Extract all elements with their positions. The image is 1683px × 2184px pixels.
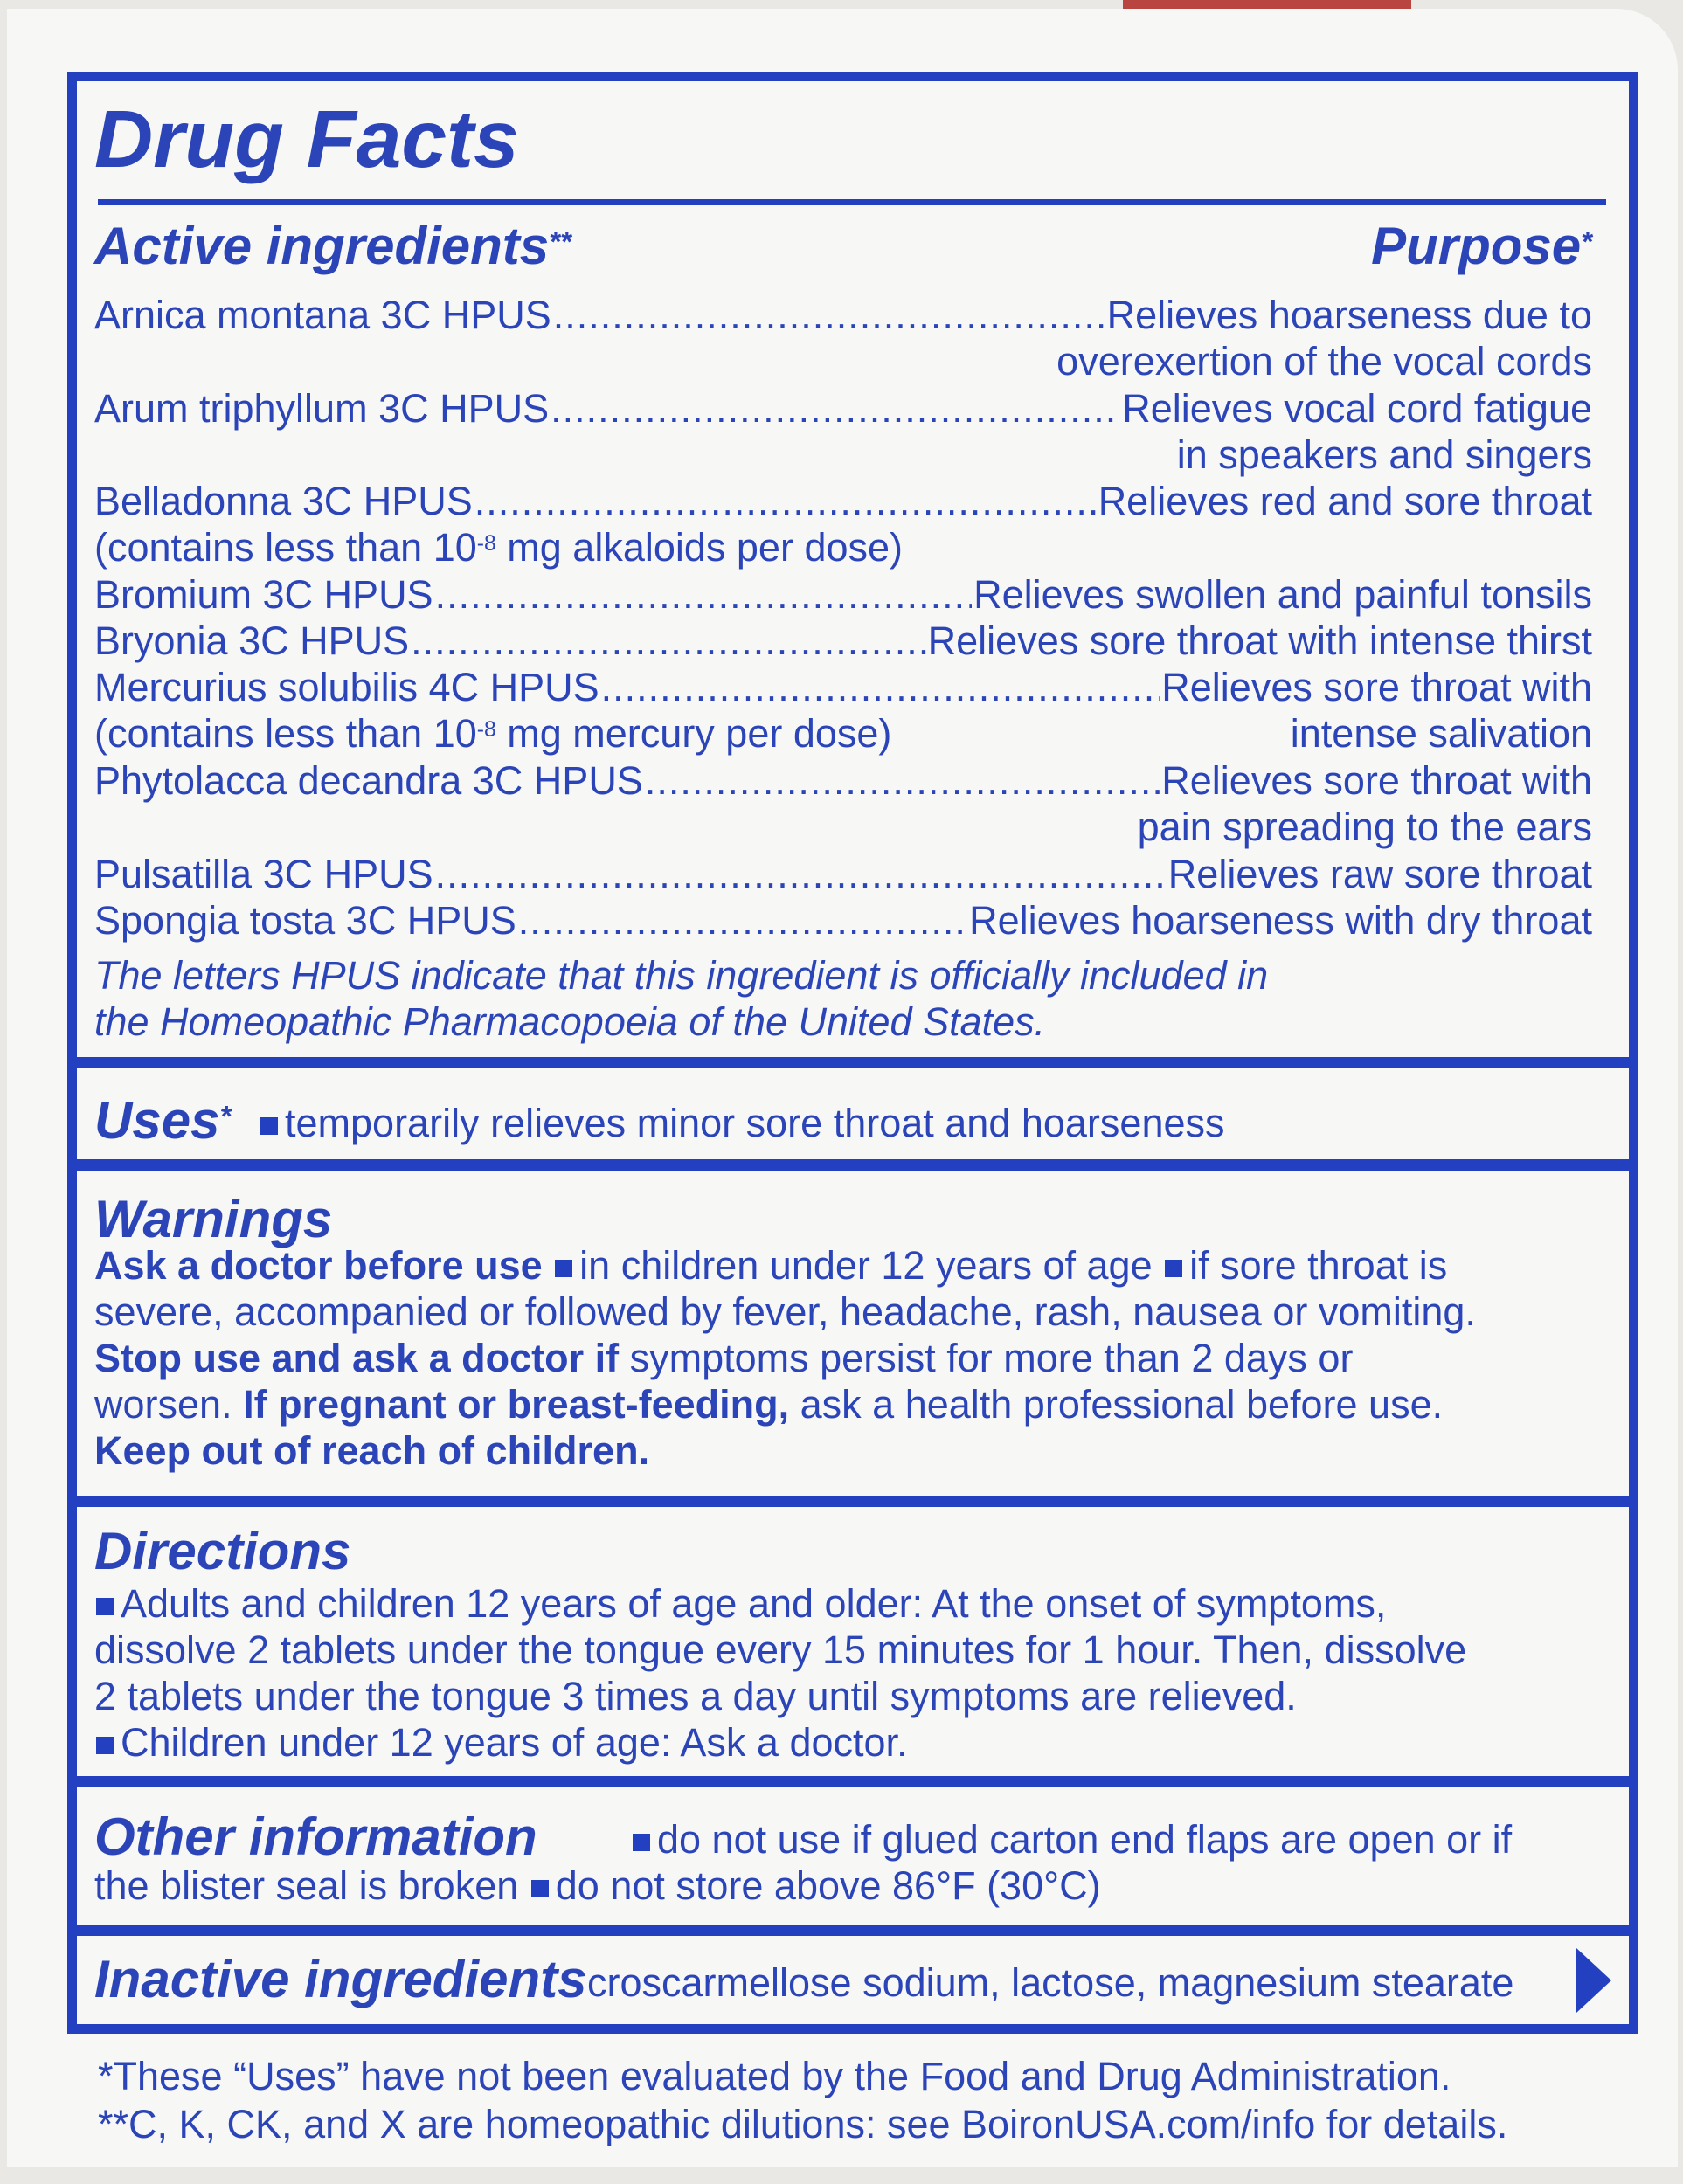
ingredient-purpose: Relieves hoarseness with dry throat [969, 898, 1592, 943]
bullet-square-icon [633, 1834, 650, 1851]
ingredient-purpose: Relieves sore throat with [1161, 758, 1592, 803]
active-ingredients-heading-text: Active ingredients [94, 217, 550, 275]
ingredient-name: Bryonia 3C HPUS [94, 619, 410, 663]
section-divider [67, 1057, 1638, 1068]
note-text-end: mg alkaloids per dose) [495, 525, 904, 570]
title-rule [98, 199, 1606, 205]
uses-heading [94, 1091, 232, 1150]
ingredient-name: Bromium 3C HPUS [94, 572, 433, 617]
dot-leader [474, 481, 1097, 521]
warnings-heading: Warnings [94, 1190, 333, 1248]
dot-leader [645, 761, 1160, 800]
inactive-ingredients-text: croscarmellose sodium, lactose, magnesium stearate [587, 1960, 1514, 2005]
directions-text: Adults and children 12 years of age and older: At the onset of symptoms, [121, 1581, 1387, 1626]
directions-heading: Directions [94, 1522, 351, 1580]
asterisk: * [219, 1100, 232, 1133]
warnings-line: severe, accompanied or followed by fever, headache, rash, nausea or vomiting. [94, 1289, 1476, 1334]
dot-leader [411, 621, 926, 660]
dot-leader [435, 854, 1167, 894]
purpose-heading-text: Purpose [1371, 217, 1582, 275]
dot-leader [601, 667, 1160, 707]
active-ingredients-heading [94, 217, 571, 275]
ingredient-row [94, 481, 1592, 521]
footnote-uses: *These “Uses” have not been evaluated by the Food and Drug Administration. [98, 2054, 1451, 2098]
other-info-line [94, 1863, 1101, 1908]
uses-text [259, 1103, 1225, 1143]
directions-line [94, 1720, 908, 1765]
warnings-line [94, 1338, 1353, 1378]
note-text: (contains less than 10 [94, 711, 477, 756]
other-info-text: the blister seal is broken [94, 1863, 519, 1908]
ingredient-purpose-continued: overexertion of the vocal cords [1056, 339, 1592, 384]
other-info-text: do not use if glued carton end flaps are open or if [657, 1817, 1513, 1862]
ingredient-name: Arnica montana 3C HPUS [94, 293, 551, 337]
section-divider [67, 1496, 1638, 1507]
bullet-square-icon [1165, 1260, 1182, 1277]
bullet-square-icon [96, 1598, 114, 1615]
double-asterisk: ** [549, 225, 571, 259]
inactive-ingredients-heading: Inactive ingredients [94, 1950, 587, 2008]
right-triangle-arrow-icon [1576, 1948, 1611, 2013]
ingredient-purpose-continued: intense salivation [1290, 711, 1592, 756]
dot-leader [435, 575, 973, 614]
pregnant-label: If pregnant or breast-feeding, [243, 1382, 790, 1427]
note-exponent: -8 [476, 718, 496, 743]
purpose-heading [1371, 217, 1592, 275]
hpus-note: The letters HPUS indicate that this ingredient is officially included in [94, 953, 1269, 998]
warnings-line [94, 1382, 1444, 1427]
bullet-square-icon [555, 1260, 572, 1277]
dot-leader [518, 901, 967, 940]
ingredient-name: Pulsatilla 3C HPUS [94, 852, 433, 896]
warnings-line [94, 1243, 1448, 1288]
ask-doctor-label: Ask a doctor before use [94, 1243, 543, 1288]
ingredient-purpose: Relieves red and sore throat [1098, 479, 1592, 523]
other-info-line [631, 1817, 1513, 1862]
ingredient-row [94, 619, 1592, 663]
dot-leader [553, 295, 1105, 335]
bullet-square-icon [260, 1117, 278, 1135]
bullet-square-icon [96, 1737, 114, 1754]
ingredient-note [94, 525, 904, 570]
ingredient-name: Arum triphyllum 3C HPUS [94, 386, 550, 431]
note-text-end: mg mercury per dose) [495, 711, 892, 756]
stop-use-text: symptoms persist for more than 2 days or [619, 1336, 1354, 1380]
warning-item: if sore throat is [1189, 1243, 1448, 1288]
section-divider [67, 1925, 1638, 1936]
ingredient-row [94, 386, 1592, 431]
ingredient-purpose: Relieves raw sore throat [1167, 852, 1592, 896]
ingredient-name: Phytolacca decandra 3C HPUS [94, 758, 643, 803]
note-exponent: -8 [476, 532, 496, 556]
pregnant-text: ask a health professional before use. [789, 1382, 1444, 1427]
ingredient-note [94, 711, 892, 756]
ingredient-row [94, 758, 1592, 803]
stop-use-label: Stop use and ask a doctor if [94, 1336, 620, 1380]
footnote-dilutions: **C, K, CK, and X are homeopathic dilutions: see BoironUSA.com/info for details. [98, 2102, 1508, 2146]
bullet-square-icon [531, 1880, 549, 1897]
ingredient-purpose: Relieves vocal cord fatigue [1122, 386, 1592, 431]
directions-line [94, 1581, 1387, 1626]
section-divider [67, 1159, 1638, 1171]
drug-facts-title: Drug Facts [94, 93, 519, 184]
directions-text: Children under 12 years of age: Ask a doctor. [121, 1720, 908, 1765]
section-divider [67, 1776, 1638, 1787]
warning-item: in children under 12 years of age [579, 1243, 1153, 1288]
uses-item: temporarily relieves minor sore throat and hoarseness [285, 1101, 1225, 1145]
uses-heading-text: Uses [94, 1091, 220, 1150]
red-label-strip [1123, 0, 1411, 9]
directions-line: 2 tablets under the tongue 3 times a day until symptoms are relieved. [94, 1674, 1297, 1718]
ingredient-row [94, 898, 1592, 943]
warning-text: worsen. [94, 1382, 244, 1427]
asterisk: * [1581, 225, 1592, 259]
ingredient-row [94, 854, 1592, 894]
ingredient-purpose: Relieves sore throat with [1161, 665, 1592, 709]
ingredient-name: Belladonna 3C HPUS [94, 479, 473, 523]
ingredient-purpose: Relieves sore throat with intense thirst [927, 619, 1592, 663]
other-info-text: do not store above 86°F (30°C) [555, 1863, 1101, 1908]
ingredient-purpose-continued: in speakers and singers [1176, 432, 1592, 477]
ingredient-purpose-continued: pain spreading to the ears [1137, 805, 1592, 849]
ingredient-row [94, 572, 1592, 617]
other-information-heading: Other information [94, 1807, 537, 1866]
ingredient-name: Mercurius solubilis 4C HPUS [94, 665, 599, 709]
ingredient-row [94, 295, 1592, 335]
ingredient-purpose: Relieves swollen and painful tonsils [973, 572, 1592, 617]
dot-leader [551, 389, 1120, 428]
directions-line: dissolve 2 tablets under the tongue every 15 minutes for 1 hour. Then, dissolve [94, 1628, 1467, 1672]
ingredient-purpose: Relieves hoarseness due to [1106, 293, 1592, 337]
keep-out-of-reach: Keep out of reach of children. [94, 1428, 650, 1473]
hpus-note-continued: the Homeopathic Pharmacopoeia of the United States. [94, 999, 1046, 1044]
ingredient-row [94, 667, 1592, 707]
note-text: (contains less than 10 [94, 525, 477, 570]
ingredient-name: Spongia tosta 3C HPUS [94, 898, 516, 943]
